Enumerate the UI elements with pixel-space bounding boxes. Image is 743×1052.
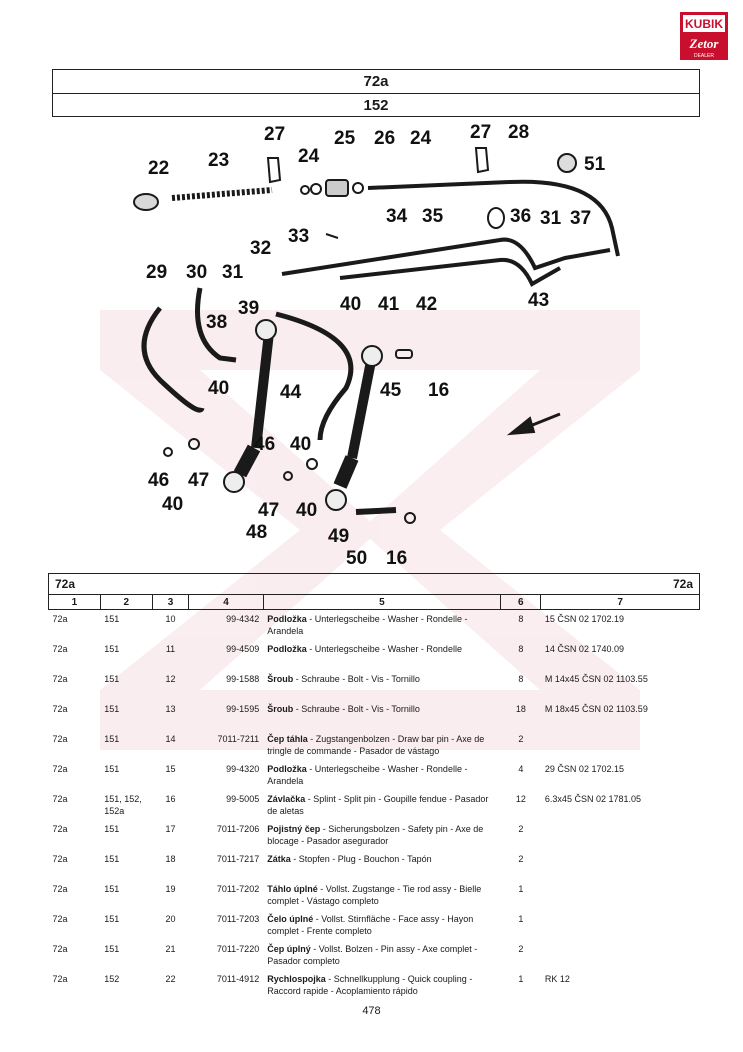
callout-25: 25 [334, 128, 356, 149]
cell-quantity: 8 [518, 644, 524, 654]
callout-24b: 24 [410, 128, 432, 149]
callout-50: 50 [346, 548, 368, 569]
callout-26: 26 [374, 128, 396, 149]
callout-31: 31 [540, 208, 562, 229]
callout-47b: 47 [258, 500, 280, 521]
part-name: Podložka [267, 614, 307, 624]
callout-36: 36 [510, 206, 532, 227]
callout-49: 49 [328, 526, 350, 547]
callout-34: 34 [386, 206, 408, 227]
cell-position: 15 [165, 764, 176, 774]
cell-quantity: 8 [518, 674, 524, 684]
table-row [49, 820, 700, 850]
cell-quantity: 4 [518, 764, 524, 774]
cell-figure: 151 [104, 614, 120, 624]
table-row [49, 910, 700, 940]
cell-part-number: 99-4342 [226, 614, 260, 624]
callout-27b: 27 [470, 122, 492, 143]
kubik-zetor-logo [680, 12, 728, 60]
cell-description [263, 610, 501, 641]
cell-position: 17 [165, 824, 176, 834]
callout-37: 37 [570, 208, 592, 229]
cell-standard: RK 12 [544, 974, 570, 984]
figure-number: 152 [53, 93, 699, 117]
cell-figure: 151 [104, 854, 120, 864]
part-translations: - Unterlegscheibe - Washer - Rondelle [306, 644, 462, 654]
cell-position: 13 [165, 704, 176, 714]
cell-quantity: 2 [518, 854, 524, 864]
callout-40b: 40 [208, 378, 230, 399]
cell-standard: 6.3x45 ČSN 02 1781.05 [544, 794, 641, 804]
callout-44: 44 [280, 382, 302, 403]
callout-23: 23 [208, 150, 230, 171]
table-row [49, 880, 700, 910]
page-number: 478 [362, 1005, 381, 1017]
table-row [49, 640, 700, 670]
cell-quantity: 1 [518, 914, 524, 924]
cell-section: 72a [52, 614, 68, 624]
cell-quantity: 1 [518, 974, 524, 984]
cell-description [263, 760, 501, 790]
cell-position: 14 [165, 734, 176, 744]
cell-standard: M 14x45 ČSN 02 1103.55 [544, 674, 648, 684]
cell-position: 16 [165, 794, 176, 804]
part-name: Zátka [267, 854, 291, 864]
part-name: Podložka [267, 764, 307, 774]
callout-46: 46 [254, 434, 276, 455]
callout-39: 39 [238, 298, 260, 319]
col-number-2: 2 [100, 595, 152, 610]
part-name: Závlačka [267, 794, 306, 804]
cell-position: 10 [165, 614, 176, 624]
col-number-4: 4 [189, 595, 263, 610]
callout-16b: 16 [386, 548, 408, 569]
part-name: Čep táhla [267, 734, 308, 744]
cell-position: 19 [165, 884, 176, 894]
callout-48: 48 [246, 522, 268, 543]
table-section-left: 72a [49, 574, 264, 595]
cell-section: 72a [52, 764, 68, 774]
cell-description [263, 940, 501, 970]
header-box [52, 69, 700, 117]
cell-figure: 151 [104, 884, 120, 894]
cell-figure: 151 [104, 764, 120, 774]
callout-42: 42 [416, 294, 438, 315]
cell-quantity: 2 [518, 824, 524, 834]
cell-part-number: 99-4320 [226, 764, 260, 774]
callout-40d: 40 [162, 494, 184, 515]
cell-position: 12 [165, 674, 176, 684]
cell-section: 72a [52, 794, 68, 804]
col-number-3: 3 [152, 595, 189, 610]
cell-description [263, 880, 501, 910]
callout-31b: 31 [222, 262, 244, 283]
cell-section: 72a [52, 674, 68, 684]
table-row [49, 970, 700, 1000]
parts-table [48, 573, 700, 1000]
cell-description [263, 730, 501, 760]
cell-part-number: 7011-7220 [216, 944, 260, 954]
table-row [49, 790, 700, 820]
callout-24: 24 [298, 146, 320, 167]
cell-description [263, 640, 501, 670]
part-translations: - Vollst. Bolzen - Pin assy - Axe complet - Pasador completo [267, 944, 478, 966]
cell-standard [541, 910, 700, 940]
cell-standard [541, 820, 700, 850]
part-name: Čelo úplné [267, 914, 314, 924]
cell-part-number: 99-1595 [226, 704, 260, 714]
logo-top-text: KUBIK [685, 17, 723, 31]
part-translations: - Unterlegscheibe - Washer - Rondelle - Arandela [267, 764, 468, 786]
callout-38: 38 [206, 312, 228, 333]
cell-part-number: 99-4509 [226, 644, 260, 654]
section-code: 72a [363, 73, 389, 90]
table-row [49, 760, 700, 790]
table-row [49, 610, 700, 641]
part-name: Šroub [267, 704, 294, 714]
part-translations: - Schraube - Bolt - Vis - Tornillo [293, 704, 420, 714]
cell-section: 72a [52, 914, 68, 924]
cell-position: 22 [165, 974, 176, 984]
logo-bottom-text: Zetor [689, 36, 719, 51]
callout-45: 45 [380, 380, 402, 401]
cell-standard [541, 850, 700, 880]
callout-41: 41 [378, 294, 400, 315]
callout-40e: 40 [296, 500, 318, 521]
cell-figure: 151 [104, 914, 120, 924]
cell-figure: 151 [104, 704, 120, 714]
part-translations: - Stopfen - Plug - Bouchon - Tapón [290, 854, 432, 864]
cell-description [263, 790, 501, 820]
part-name: Pojistný čep [267, 824, 321, 834]
col-number-1: 1 [49, 595, 101, 610]
part-translations: - Schraube - Bolt - Vis - Tornillo [293, 674, 420, 684]
cell-position: 11 [165, 644, 176, 654]
cell-section: 72a [52, 644, 68, 654]
callout-27: 27 [264, 124, 286, 145]
parts-diagram [40, 118, 700, 578]
cell-standard [541, 940, 700, 970]
cell-quantity: 18 [515, 704, 526, 714]
part-translations: - Vollst. Stirnfläche - Face assy - Hayon complet - Frente completo [267, 914, 474, 936]
cell-quantity: 8 [518, 614, 524, 624]
callout-16: 16 [428, 380, 450, 401]
part-translations: - Sicherungsbolzen - Safety pin - Axe de blocage - Pasador asegurador [267, 824, 484, 846]
part-translations: - Splint - Split pin - Goupille fendue - Pasador de aletas [267, 794, 489, 816]
logo-sub-text: DEALER [693, 53, 715, 59]
cell-part-number: 7011-7203 [216, 914, 260, 924]
cell-quantity: 1 [518, 884, 524, 894]
cell-part-number: 7011-4912 [216, 974, 260, 984]
cell-quantity: 12 [515, 794, 526, 804]
cell-part-number: 7011-7211 [217, 734, 260, 744]
cell-part-number: 7011-7202 [216, 884, 260, 894]
cell-figure: 152 [104, 974, 120, 984]
cell-part-number: 7011-7206 [216, 824, 260, 834]
part-name: Šroub [267, 674, 294, 684]
cell-description [263, 970, 501, 1000]
part-translations: - Unterlegscheibe - Washer - Rondelle - Arandela [267, 614, 468, 636]
callout-30: 30 [186, 262, 208, 283]
part-name: Čep úplný [267, 944, 311, 954]
cell-standard [541, 730, 700, 760]
cell-quantity: 2 [518, 944, 524, 954]
part-name: Podložka [267, 644, 307, 654]
parts-table-wrap [48, 573, 700, 1000]
cell-figure: 151 [104, 674, 120, 684]
cell-position: 20 [165, 914, 176, 924]
cell-figure: 151 [104, 734, 120, 744]
callout-22: 22 [148, 158, 170, 179]
cell-figure: 151 [104, 944, 120, 954]
cell-figure: 151, 152, 152a [104, 794, 142, 816]
cell-description [263, 700, 501, 730]
cell-position: 21 [165, 944, 176, 954]
cell-description [263, 820, 501, 850]
cell-part-number: 99-1588 [226, 674, 260, 684]
callout-47: 47 [188, 470, 210, 491]
cell-section: 72a [52, 824, 68, 834]
table-row [49, 670, 700, 700]
cell-section: 72a [52, 854, 68, 864]
callout-51: 51 [584, 154, 606, 175]
part-name: Rychlospojka [267, 974, 326, 984]
col-number-6: 6 [501, 595, 541, 610]
part-translations: - Zugstangenbolzen - Draw bar pin - Axe de tringle de commande - Pasador de vástago [267, 734, 485, 756]
cell-figure: 151 [104, 644, 120, 654]
cell-standard [541, 880, 700, 910]
cell-standard: 29 ČSN 02 1702.15 [544, 764, 624, 774]
cell-section: 72a [52, 974, 68, 984]
cell-section: 72a [52, 734, 68, 744]
cell-part-number: 7011-7217 [216, 854, 260, 864]
parts-table-body [49, 610, 700, 1001]
cell-quantity: 2 [518, 734, 524, 744]
part-name: Táhlo úplné [267, 884, 318, 894]
callout-40c: 40 [290, 434, 312, 455]
table-row [49, 730, 700, 760]
callout-33: 33 [288, 226, 310, 247]
cell-figure: 151 [104, 824, 120, 834]
cell-position: 18 [165, 854, 176, 864]
callout-43: 43 [528, 290, 550, 311]
cell-standard: 14 ČSN 02 1740.09 [544, 644, 624, 654]
cell-part-number: 99-5005 [226, 794, 260, 804]
cell-description [263, 910, 501, 940]
table-row [49, 700, 700, 730]
callout-35: 35 [422, 206, 444, 227]
cell-description [263, 850, 501, 880]
callout-29: 29 [146, 262, 168, 283]
table-row [49, 940, 700, 970]
col-number-7: 7 [541, 595, 700, 610]
part-translations: - Schnellkupplung - Quick coupling - Raccord rapide - Acoplamiento rápido [267, 974, 473, 996]
cell-standard: M 18x45 ČSN 02 1103.59 [544, 704, 648, 714]
table-section-right: 72a [263, 574, 699, 595]
part-translations: - Vollst. Zugstange - Tie rod assy - Bielle complet - Vástago completo [267, 884, 482, 906]
callout-28: 28 [508, 122, 530, 143]
cell-section: 72a [52, 944, 68, 954]
cell-standard: 15 ČSN 02 1702.19 [544, 614, 624, 624]
cell-section: 72a [52, 884, 68, 894]
table-row [49, 850, 700, 880]
cell-section: 72a [52, 704, 68, 714]
callout-46b: 46 [148, 470, 170, 491]
col-number-5: 5 [263, 595, 501, 610]
callout-40: 40 [340, 294, 362, 315]
callout-32: 32 [250, 238, 272, 259]
cell-description [263, 670, 501, 700]
